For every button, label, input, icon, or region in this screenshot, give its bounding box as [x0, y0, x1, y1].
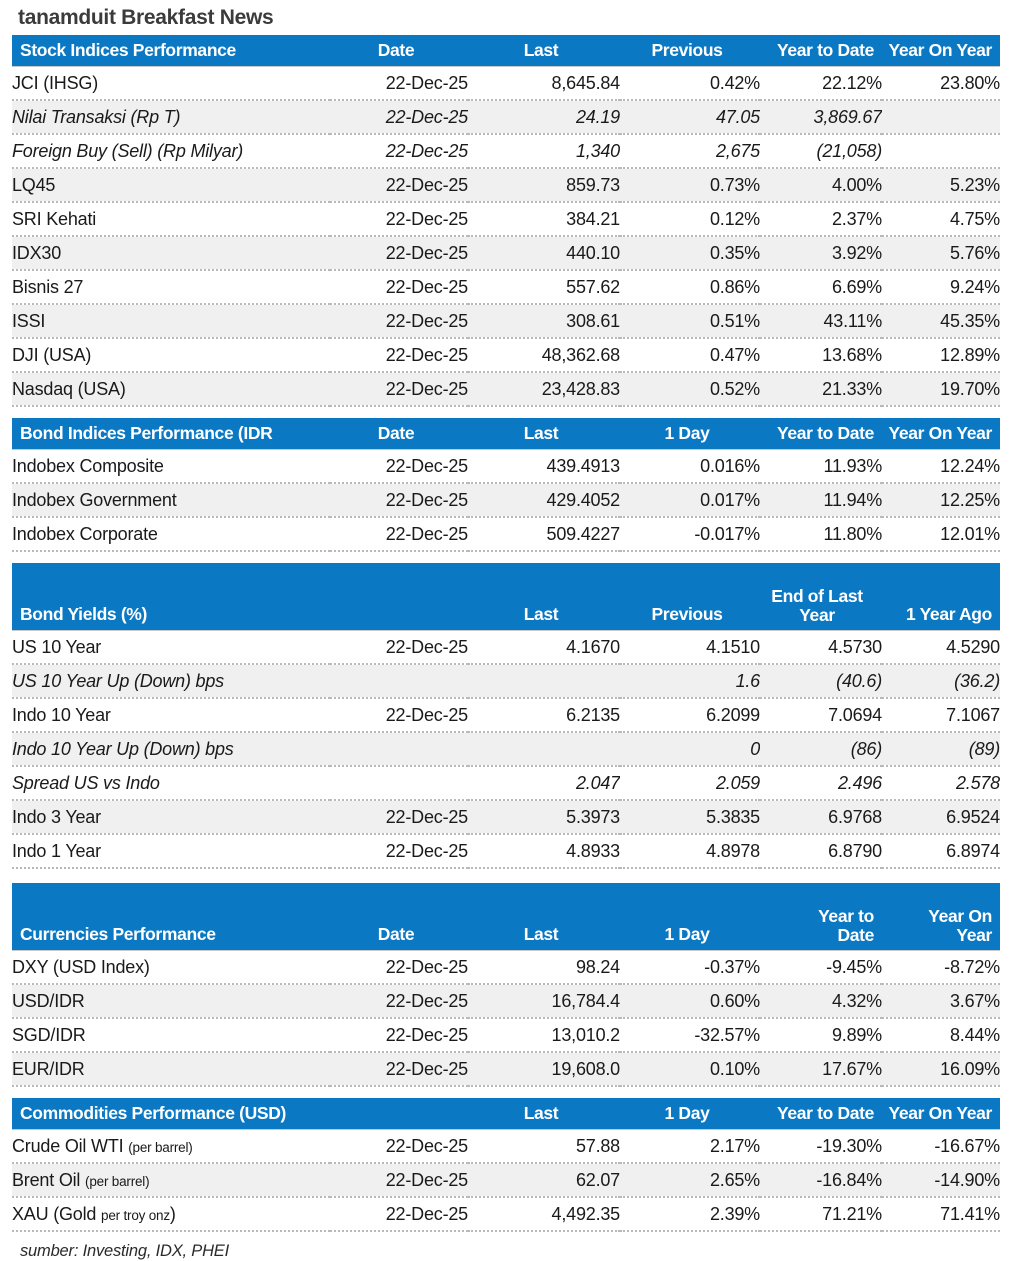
row-yoy: 5.76%: [882, 236, 1000, 270]
table-row: [12, 698, 1000, 732]
row-yoy: 16.09%: [882, 1052, 1000, 1086]
bond-indices-header-label: Bond Indices Performance (IDR: [12, 418, 330, 450]
stock-indices-header-row: [12, 35, 1000, 67]
row-yoy: 12.25%: [882, 483, 1000, 517]
row-last: 4.8933: [468, 834, 620, 868]
table-row: [12, 800, 1000, 834]
row-ytd: 2.37%: [760, 202, 882, 236]
row-date: 22-Dec-25: [330, 100, 468, 134]
row-previous: -32.57%: [620, 1018, 760, 1052]
currencies-table: [12, 883, 1000, 1087]
bond-yields-header-oneyearago: 1 Year Ago: [882, 563, 1000, 631]
row-ytd: 11.94%: [760, 483, 882, 517]
currencies-header-yoy: [882, 883, 1000, 951]
row-ytd: 2.496: [760, 766, 882, 800]
row-previous: 0.017%: [620, 483, 760, 517]
table-row: [12, 1018, 1000, 1052]
row-previous: -0.017%: [620, 517, 760, 551]
row-date: 22-Dec-25: [330, 1163, 468, 1197]
row-last: 23,428.83: [468, 372, 620, 406]
row-ytd: 9.89%: [760, 1018, 882, 1052]
currencies-header-date: Date: [330, 883, 468, 951]
row-date: [330, 664, 468, 698]
row-ytd: 11.93%: [760, 450, 882, 484]
table-row: [12, 338, 1000, 372]
row-label: Nasdaq (USA): [12, 372, 330, 406]
row-ytd: 3,869.67: [760, 100, 882, 134]
row-label: Nilai Transaksi (Rp T): [12, 100, 330, 134]
row-date: 22-Dec-25: [330, 698, 468, 732]
row-previous: 0.10%: [620, 1052, 760, 1086]
bond-indices-table: [12, 418, 1000, 552]
bond-yields-table: [12, 563, 1000, 869]
table-row: [12, 951, 1000, 985]
row-ytd: 4.00%: [760, 168, 882, 202]
table-row: [12, 100, 1000, 134]
row-ytd: (40.6): [760, 664, 882, 698]
currencies-header-yoy-line1: Year On: [928, 906, 992, 927]
currencies-header-yoy-line2: Year: [956, 925, 992, 946]
row-label: Indo 1 Year: [12, 834, 330, 868]
row-last: 8,645.84: [468, 67, 620, 101]
stock-indices-header-label: Stock Indices Performance: [12, 35, 330, 67]
row-yoy: [882, 100, 1000, 134]
stock-indices-header-ytd: Year to Date: [760, 35, 882, 67]
bond-yields-header-label: Bond Yields (%): [12, 563, 330, 631]
row-ytd: -19.30%: [760, 1130, 882, 1164]
table-row: [12, 732, 1000, 766]
row-previous: 2,675: [620, 134, 760, 168]
row-previous: 0.73%: [620, 168, 760, 202]
row-ytd: -16.84%: [760, 1163, 882, 1197]
section-gap: [12, 407, 1000, 418]
table-row: [12, 236, 1000, 270]
bond-yields-header-last: Last: [468, 563, 620, 631]
commodities-header-oneday: 1 Day: [620, 1098, 760, 1130]
table-row: [12, 517, 1000, 551]
row-ytd: 4.32%: [760, 984, 882, 1018]
bond-indices-header-row: [12, 418, 1000, 450]
table-row: [12, 483, 1000, 517]
row-date: 22-Dec-25: [330, 483, 468, 517]
row-date: 22-Dec-25: [330, 168, 468, 202]
row-label: EUR/IDR: [12, 1052, 330, 1086]
row-ytd: -9.45%: [760, 951, 882, 985]
stock-indices-header-last: Last: [468, 35, 620, 67]
row-label: LQ45: [12, 168, 330, 202]
row-last: 5.3973: [468, 800, 620, 834]
commodities-table: [12, 1098, 1000, 1232]
row-yoy: 5.23%: [882, 168, 1000, 202]
row-last: [468, 664, 620, 698]
bond-yields-header-previous: Previous: [620, 563, 760, 631]
row-yoy: 19.70%: [882, 372, 1000, 406]
row-label: DJI (USA): [12, 338, 330, 372]
currencies-header-label: Currencies Performance: [12, 883, 330, 951]
row-ytd: 21.33%: [760, 372, 882, 406]
currencies-header-ytd-line2: Date: [837, 925, 874, 946]
row-date: 22-Dec-25: [330, 372, 468, 406]
table-row: [12, 450, 1000, 484]
row-label-main: XAU (Gold: [12, 1203, 102, 1224]
row-date: 22-Dec-25: [330, 304, 468, 338]
row-previous: 47.05: [620, 100, 760, 134]
row-yoy: 6.9524: [882, 800, 1000, 834]
bond-indices-body: [12, 450, 1000, 552]
row-date: 22-Dec-25: [330, 517, 468, 551]
row-label-unit: (per barrel): [128, 1139, 193, 1155]
row-last: 4.1670: [468, 631, 620, 665]
table-row: [12, 664, 1000, 698]
row-yoy: 12.89%: [882, 338, 1000, 372]
row-label: Indo 10 Year: [12, 698, 330, 732]
row-last: 384.21: [468, 202, 620, 236]
row-last: 16,784.4: [468, 984, 620, 1018]
row-label: DXY (USD Index): [12, 951, 330, 985]
row-label-main: Crude Oil WTI: [12, 1135, 129, 1156]
bond-yields-header-endoflastyear-line2: Year: [799, 605, 835, 626]
row-previous: 6.2099: [620, 698, 760, 732]
row-yoy: 7.1067: [882, 698, 1000, 732]
table-row: [12, 1130, 1000, 1164]
row-date: 22-Dec-25: [330, 951, 468, 985]
row-ytd: 6.8790: [760, 834, 882, 868]
bond-yields-header-date: [330, 563, 468, 631]
stock-indices-header-date: Date: [330, 35, 468, 67]
row-yoy: [882, 134, 1000, 168]
bond-indices-header-last: Last: [468, 418, 620, 450]
row-label-unit: (per barrel): [85, 1173, 150, 1189]
row-last: 1,340: [468, 134, 620, 168]
table-row: [12, 67, 1000, 101]
commodities-body: [12, 1130, 1000, 1232]
row-label: Indo 3 Year: [12, 800, 330, 834]
currencies-header-ytd-line1: Year to: [818, 906, 874, 927]
page-title: tanamduit Breakfast News: [18, 6, 274, 29]
row-last: 509.4227: [468, 517, 620, 551]
table-row: [12, 202, 1000, 236]
row-last: 557.62: [468, 270, 620, 304]
bond-indices-header-date: Date: [330, 418, 468, 450]
row-previous: 0.52%: [620, 372, 760, 406]
table-row: [12, 168, 1000, 202]
row-yoy: 3.67%: [882, 984, 1000, 1018]
row-date: 22-Dec-25: [330, 134, 468, 168]
row-yoy: 71.41%: [882, 1197, 1000, 1231]
row-previous: 0.016%: [620, 450, 760, 484]
commodities-header-yoy: Year On Year: [882, 1098, 1000, 1130]
row-ytd: 3.92%: [760, 236, 882, 270]
row-label: [12, 1197, 330, 1231]
row-yoy: 8.44%: [882, 1018, 1000, 1052]
row-yoy: (89): [882, 732, 1000, 766]
stock-indices-body: [12, 67, 1000, 407]
bond-indices-header-yoy: Year On Year: [882, 418, 1000, 450]
section-gap: [12, 1087, 1000, 1098]
table-row: [12, 270, 1000, 304]
row-yoy: 4.75%: [882, 202, 1000, 236]
commodities-header-label: Commodities Performance (USD): [12, 1098, 330, 1130]
row-last: 4,492.35: [468, 1197, 620, 1231]
row-yoy: -16.67%: [882, 1130, 1000, 1164]
row-last: 440.10: [468, 236, 620, 270]
row-yoy: 23.80%: [882, 67, 1000, 101]
row-previous: 0.86%: [620, 270, 760, 304]
row-date: [330, 732, 468, 766]
row-last: 859.73: [468, 168, 620, 202]
currencies-header-row: [12, 883, 1000, 951]
row-label: ISSI: [12, 304, 330, 338]
row-previous: 0.51%: [620, 304, 760, 338]
row-date: 22-Dec-25: [330, 450, 468, 484]
row-previous: 5.3835: [620, 800, 760, 834]
row-previous: 2.059: [620, 766, 760, 800]
row-date: 22-Dec-25: [330, 1130, 468, 1164]
row-ytd: 6.9768: [760, 800, 882, 834]
row-yoy: 9.24%: [882, 270, 1000, 304]
row-last: 19,608.0: [468, 1052, 620, 1086]
row-label: US 10 Year: [12, 631, 330, 665]
row-label: Spread US vs Indo: [12, 766, 330, 800]
row-ytd: (86): [760, 732, 882, 766]
row-previous: 0.12%: [620, 202, 760, 236]
row-label: Bisnis 27: [12, 270, 330, 304]
row-yoy: 6.8974: [882, 834, 1000, 868]
row-date: 22-Dec-25: [330, 236, 468, 270]
row-label: JCI (IHSG): [12, 67, 330, 101]
row-label: Indobex Corporate: [12, 517, 330, 551]
row-label-tail: ): [169, 1203, 176, 1224]
row-label: SGD/IDR: [12, 1018, 330, 1052]
bond-yields-header-endoflastyear-line1: End of Last: [771, 586, 863, 607]
row-ytd: 4.5730: [760, 631, 882, 665]
row-date: [330, 766, 468, 800]
row-previous: 4.8978: [620, 834, 760, 868]
commodities-header-ytd: Year to Date: [760, 1098, 882, 1130]
row-previous: 2.17%: [620, 1130, 760, 1164]
row-date: 22-Dec-25: [330, 631, 468, 665]
row-yoy: -14.90%: [882, 1163, 1000, 1197]
row-ytd: 22.12%: [760, 67, 882, 101]
bond-indices-header-ytd: Year to Date: [760, 418, 882, 450]
row-last: [468, 732, 620, 766]
bond-yields-body: [12, 631, 1000, 869]
row-date: 22-Dec-25: [330, 202, 468, 236]
table-row: [12, 372, 1000, 406]
row-label: SRI Kehati: [12, 202, 330, 236]
row-last: 2.047: [468, 766, 620, 800]
source-note: sumber: Investing, IDX, PHEI: [20, 1242, 229, 1260]
row-yoy: 12.01%: [882, 517, 1000, 551]
row-yoy: 45.35%: [882, 304, 1000, 338]
row-date: 22-Dec-25: [330, 800, 468, 834]
currencies-header-ytd: [760, 883, 882, 951]
row-date: 22-Dec-25: [330, 834, 468, 868]
row-ytd: 11.80%: [760, 517, 882, 551]
row-last: 308.61: [468, 304, 620, 338]
row-ytd: 17.67%: [760, 1052, 882, 1086]
table-row: [12, 766, 1000, 800]
row-last: 13,010.2: [468, 1018, 620, 1052]
row-previous: -0.37%: [620, 951, 760, 985]
row-label: Indo 10 Year Up (Down) bps: [12, 732, 330, 766]
row-previous: 0.47%: [620, 338, 760, 372]
commodities-header-date: [330, 1098, 468, 1130]
row-previous: 2.65%: [620, 1163, 760, 1197]
row-date: 22-Dec-25: [330, 270, 468, 304]
row-label-unit: per troy onz: [101, 1207, 170, 1223]
row-label: USD/IDR: [12, 984, 330, 1018]
row-ytd: 6.69%: [760, 270, 882, 304]
row-date: 22-Dec-25: [330, 1052, 468, 1086]
row-ytd: (21,058): [760, 134, 882, 168]
row-last: 24.19: [468, 100, 620, 134]
row-label-main: Brent Oil: [12, 1169, 86, 1190]
row-last: 48,362.68: [468, 338, 620, 372]
row-date: 22-Dec-25: [330, 984, 468, 1018]
row-yoy: 12.24%: [882, 450, 1000, 484]
row-previous: 0.60%: [620, 984, 760, 1018]
row-previous: 0: [620, 732, 760, 766]
row-yoy: (36.2): [882, 664, 1000, 698]
table-row: [12, 834, 1000, 868]
row-label: Indobex Composite: [12, 450, 330, 484]
row-label: IDX30: [12, 236, 330, 270]
row-ytd: 43.11%: [760, 304, 882, 338]
row-last: 429.4052: [468, 483, 620, 517]
row-last: 439.4913: [468, 450, 620, 484]
row-date: 22-Dec-25: [330, 338, 468, 372]
row-previous: 1.6: [620, 664, 760, 698]
row-last: 98.24: [468, 951, 620, 985]
table-row: [12, 304, 1000, 338]
row-yoy: 4.5290: [882, 631, 1000, 665]
row-previous: 4.1510: [620, 631, 760, 665]
commodities-header-last: Last: [468, 1098, 620, 1130]
row-label: Indobex Government: [12, 483, 330, 517]
bond-yields-header-row: [12, 563, 1000, 631]
stock-indices-header-previous: Previous: [620, 35, 760, 67]
commodities-header-row: [12, 1098, 1000, 1130]
currencies-body: [12, 951, 1000, 1087]
section-gap: [12, 552, 1000, 563]
table-row: [12, 1163, 1000, 1197]
section-gap: [12, 869, 1000, 883]
table-row: [12, 1197, 1000, 1231]
row-ytd: 13.68%: [760, 338, 882, 372]
stock-indices-header-yoy: Year On Year: [882, 35, 1000, 67]
table-row: [12, 1052, 1000, 1086]
bond-yields-header-endoflastyear: [760, 563, 882, 631]
row-previous: 0.42%: [620, 67, 760, 101]
row-label: Foreign Buy (Sell) (Rp Milyar): [12, 134, 330, 168]
row-previous: 0.35%: [620, 236, 760, 270]
currencies-header-oneday: 1 Day: [620, 883, 760, 951]
currencies-header-last: Last: [468, 883, 620, 951]
row-label: [12, 1163, 330, 1197]
table-row: [12, 631, 1000, 665]
row-date: 22-Dec-25: [330, 1197, 468, 1231]
row-last: 62.07: [468, 1163, 620, 1197]
row-ytd: 71.21%: [760, 1197, 882, 1231]
row-yoy: 2.578: [882, 766, 1000, 800]
row-ytd: 7.0694: [760, 698, 882, 732]
row-last: 57.88: [468, 1130, 620, 1164]
row-previous: 2.39%: [620, 1197, 760, 1231]
row-yoy: -8.72%: [882, 951, 1000, 985]
row-date: 22-Dec-25: [330, 67, 468, 101]
table-row: [12, 984, 1000, 1018]
bond-indices-header-oneday: 1 Day: [620, 418, 760, 450]
row-label: [12, 1130, 330, 1164]
row-date: 22-Dec-25: [330, 1018, 468, 1052]
row-label: US 10 Year Up (Down) bps: [12, 664, 330, 698]
table-row: [12, 134, 1000, 168]
row-last: 6.2135: [468, 698, 620, 732]
stock-indices-table: [12, 35, 1000, 407]
